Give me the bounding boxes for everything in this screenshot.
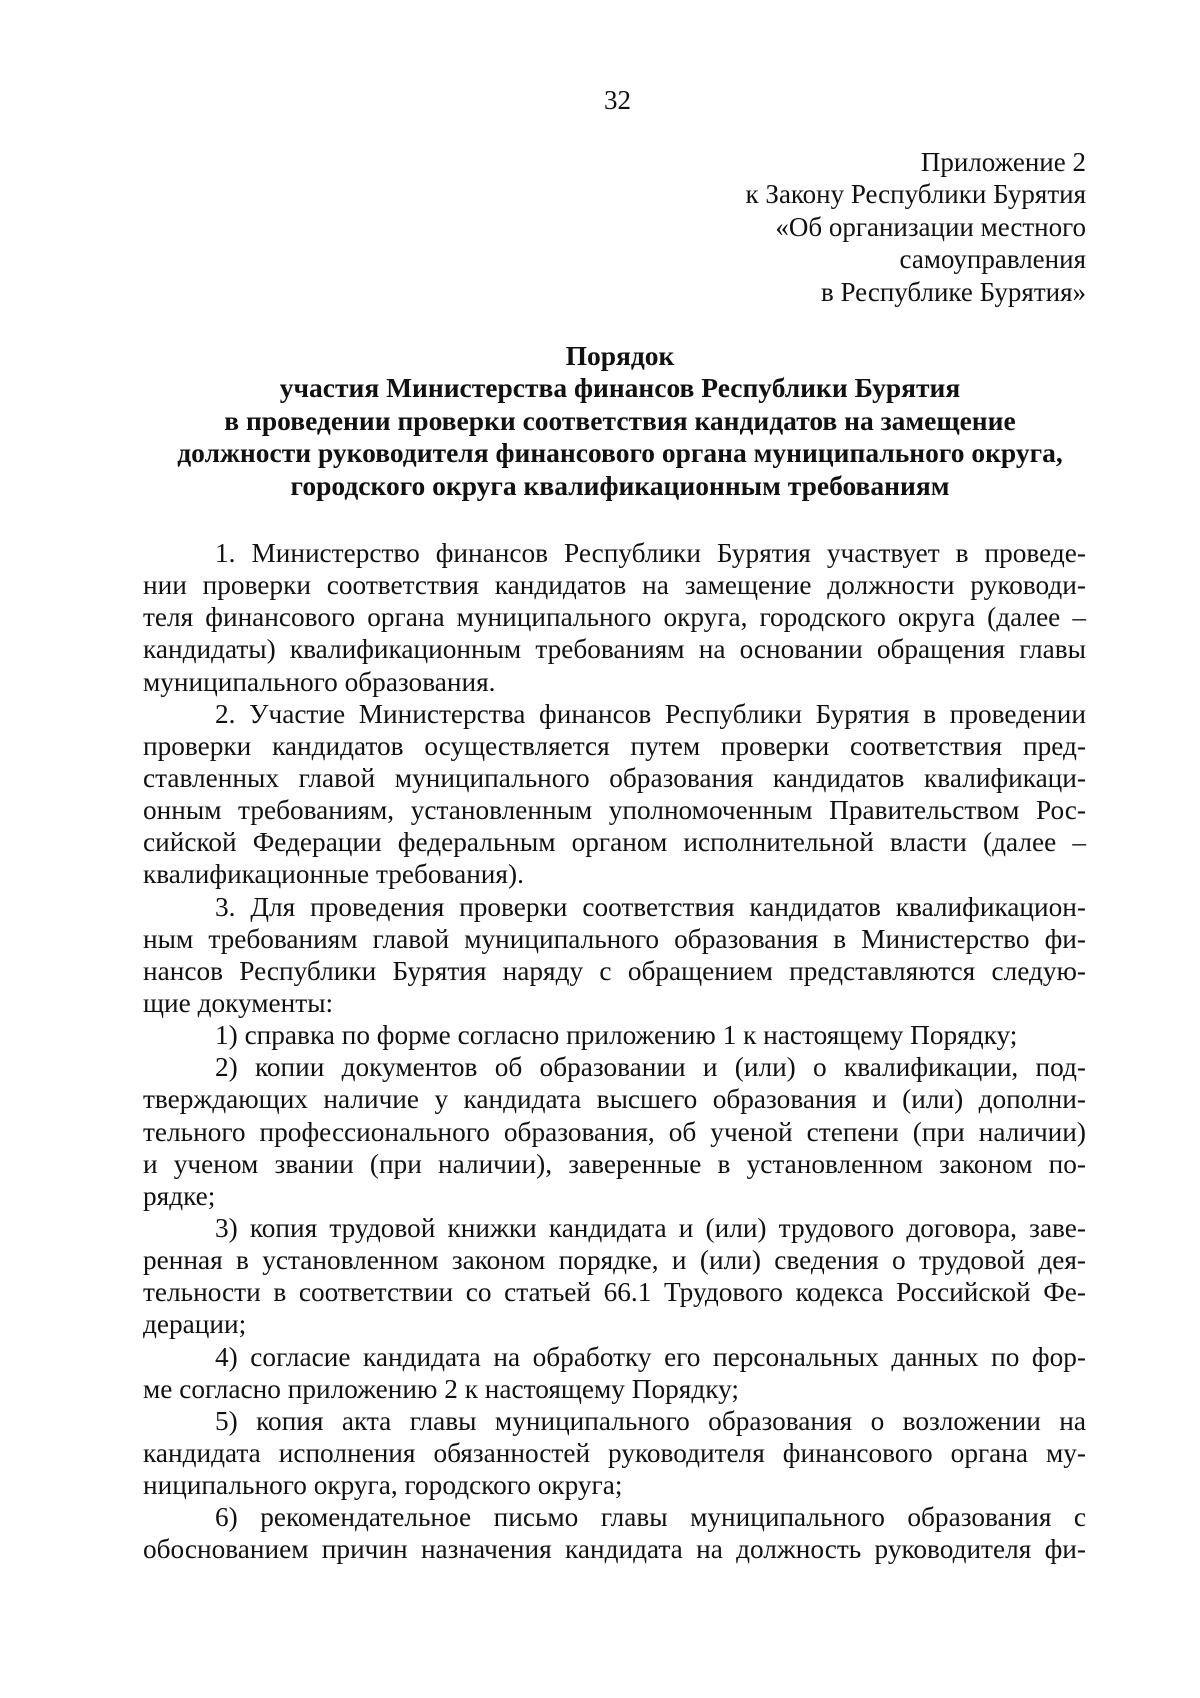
- body-line: 3) копия трудовой книжки кандидата и (или) трудового договора, заве-: [215, 1212, 1086, 1243]
- annex-line: Приложение 2: [920, 147, 1086, 177]
- document-title: [120, 340, 1120, 502]
- body-line: щие документы:: [143, 987, 334, 1018]
- body-line: нии проверки соответствия кандидатов на замещение должности руководи-: [143, 570, 1086, 601]
- body-line: 3. Для проведения проверки соответствия кандидатов квалификацион-: [215, 891, 1086, 922]
- annex-line: к Закону Республики Бурятия: [745, 179, 1086, 210]
- body-line: 2) копии документов об образовании и (или) о квалификации, под-: [215, 1052, 1086, 1083]
- title-line: Порядок: [565, 340, 675, 371]
- annex-line: самоуправления: [899, 244, 1086, 275]
- body-line: теля финансового органа муниципального округа, городского округа (далее –: [143, 602, 1086, 633]
- body-line: кандидата исполнения обязанностей руководителя финансового органа му-: [143, 1437, 1086, 1468]
- document-body: [143, 537, 1086, 1566]
- body-line: 1. Министерство финансов Республики Бурятия участвует в проведе-: [215, 538, 1086, 568]
- body-line: 1) справка по форме согласно приложению 1 к настоящему Порядку;: [215, 1020, 1018, 1051]
- body-line: ставленных главой муниципального образования кандидатов квалификаци-: [143, 762, 1086, 793]
- title-line: участия Министерства финансов Республики Бурятия: [279, 372, 961, 404]
- body-line: обоснованием причин назначения кандидата на должность руководителя фи-: [143, 1534, 1086, 1565]
- body-line: тельного профессионального образования, об ученой степени (при наличии): [143, 1116, 1086, 1147]
- body-line: нансов Республики Бурятия наряду с обращением представляются следую-: [143, 955, 1086, 986]
- annex-line: «Об организации местного: [775, 211, 1086, 242]
- body-line: муниципального образования.: [143, 666, 496, 697]
- annex-line: в Республике Бурятия»: [821, 276, 1086, 307]
- title-line: должности руководителя финансового органа муниципального округа,: [177, 437, 1063, 469]
- title-line: в проведении проверки соответствия кандидатов на замещение: [224, 404, 1016, 436]
- body-line: 5) копия акта главы муниципального образования о возложении на: [215, 1405, 1086, 1436]
- body-line: ным требованиям главой муниципального образования в Министерство фи-: [143, 923, 1086, 954]
- title-line: городского округа квалификационным требованиям: [290, 469, 950, 501]
- body-line: 2. Участие Министерства финансов Республики Бурятия в проведении: [215, 698, 1086, 729]
- body-line: кандидаты) квалификационным требованиям на основании обращения главы: [143, 634, 1086, 665]
- page-number: 32: [604, 85, 631, 115]
- body-line: онным требованиям, установленным уполномоченным Правительством Рос-: [143, 795, 1086, 826]
- body-line: тверждающих наличие у кандидата высшего образования и (или) дополни-: [143, 1084, 1086, 1115]
- body-line: дерации;: [143, 1309, 247, 1340]
- body-line: тельности в соответствии со статьей 66.1 Трудового кодекса Российской Фе-: [143, 1277, 1086, 1308]
- body-line: ниципального округа, городского округа;: [143, 1470, 623, 1501]
- annex-block: [600, 146, 1086, 308]
- body-line: проверки кандидатов осуществляется путем проверки соответствия пред-: [143, 730, 1086, 761]
- body-line: рядке;: [143, 1180, 216, 1211]
- body-line: 4) согласие кандидата на обработку его персональных данных по фор-: [215, 1341, 1086, 1372]
- body-line: квалификационные требования).: [143, 859, 524, 890]
- body-line: 6) рекомендательное письмо главы муниципального образования с: [215, 1502, 1086, 1533]
- body-line: ренная в установленном законом порядке, и (или) сведения о трудовой дея-: [143, 1245, 1086, 1276]
- body-line: и ученом звании (при наличии), заверенные в установленном законом по-: [143, 1148, 1086, 1179]
- body-line: сийской Федерации федеральным органом исполнительной власти (далее –: [143, 827, 1086, 858]
- body-line: ме согласно приложению 2 к настоящему Порядку;: [143, 1373, 739, 1404]
